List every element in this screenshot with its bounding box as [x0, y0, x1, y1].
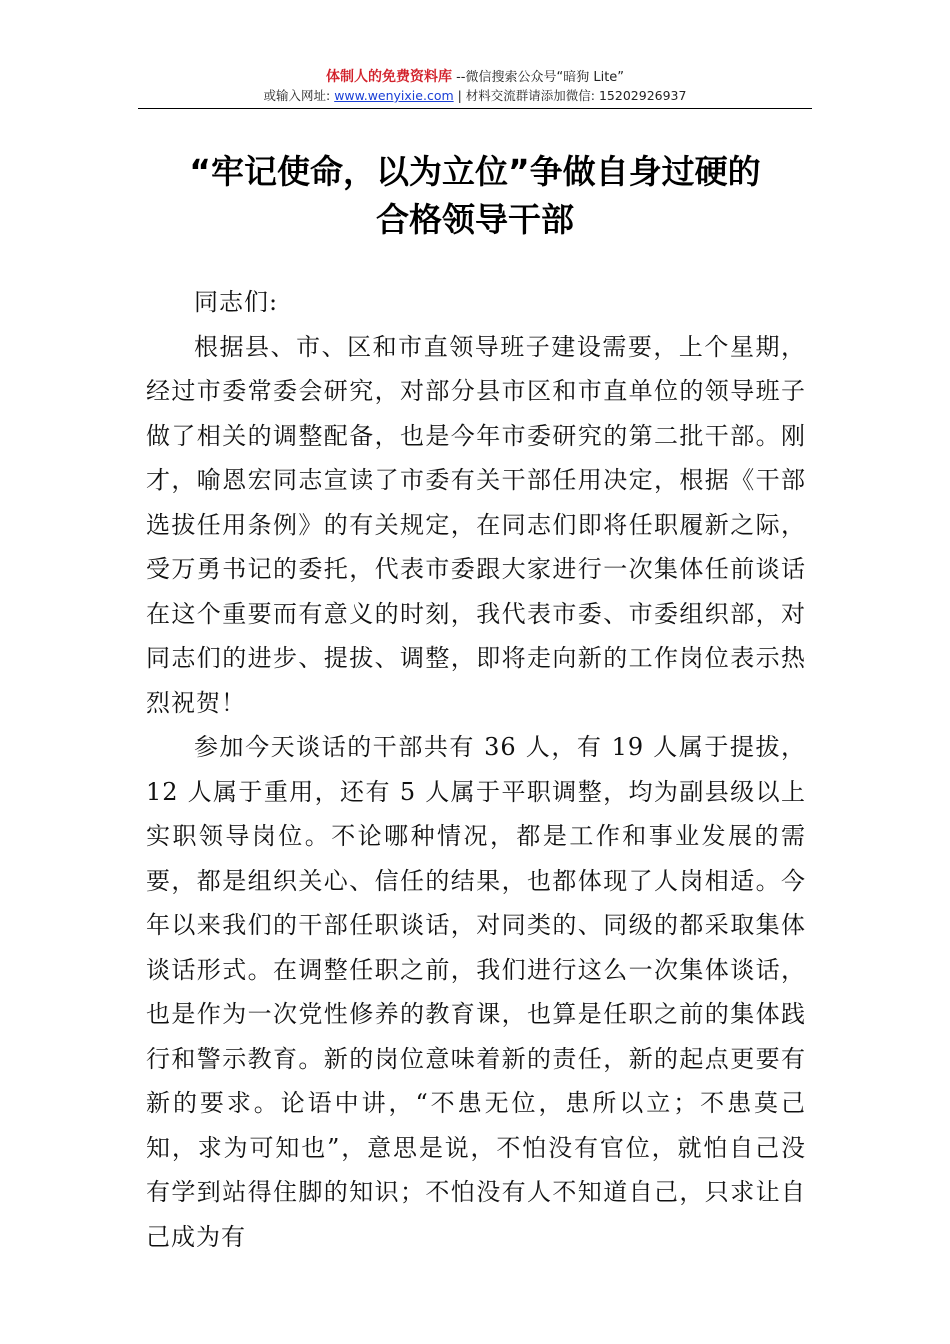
page-header	[138, 68, 812, 105]
header-contact-line	[138, 87, 812, 105]
title-line-1: “牢记使命，以为立位”争做自身过硬的	[189, 152, 761, 191]
header-promo-line	[138, 68, 812, 87]
body-paragraph: 参加今天谈话的干部共有 36 人，有 19 人属于提拔，12 人属于重用，还有 5 人属于平职调整，均为副县级以上实职领导岗位。不论哪种情况，都是工作和事业发展的需要，都是组织关心、信任的结果，也都体现了人岗相适。今年以来我们的干部任职谈话，对同类的、同级的都采取集体谈话形式。在调整任职之前，我们进行这么一次集体谈话，也是作为一次党性修养的教育课，也算是任职之前的集体践行和警示教育。新的岗位意味着新的责任，新的起点更要有新的要求。论语中讲，“不患无位，患所以立；不患莫己知，求为可知也”，意思是说，不怕没有官位，就怕自己没有学到站得住脚的知识；不怕没有人不知道自己，只求让自己成为有	[146, 733, 806, 1251]
body-paragraph: 根据县、市、区和市直领导班子建设需要，上个星期，经过市委常委会研究，对部分县市区和市直单位的领导班子做了相关的调整配备，也是今年市委研究的第二批干部。刚才，喻恩宏同志宣读了市委有关干部任用决定，根据《干部选拔任用条例》的有关规定，在同志们即将任职履新之际，受万勇书记的委托，代表市委跟大家进行一次集体任前谈话在这个重要而有意义的时刻，我代表市委、市委组织部，对同志们的进步、提拔、调整，即将走向新的工作岗位表示热烈祝贺！	[146, 332, 806, 717]
header-contact-info: | 材料交流群请添加微信: 15202926937	[453, 88, 687, 103]
header-divider	[138, 108, 812, 109]
title-line-2: 合格领导干部	[376, 200, 574, 239]
header-url-link[interactable]: www.wenyixie.com	[334, 88, 454, 103]
salutation: 同志们:	[194, 288, 279, 316]
header-wechat-note: 微信搜索公众号“暗狗 Lite”	[465, 70, 625, 85]
header-brand: 体制人的免费资料库	[325, 69, 452, 85]
document-body	[146, 280, 806, 1259]
header-separator: --	[451, 70, 466, 85]
header-url-prefix: 或输入网址:	[263, 88, 335, 103]
document-title	[138, 148, 812, 244]
